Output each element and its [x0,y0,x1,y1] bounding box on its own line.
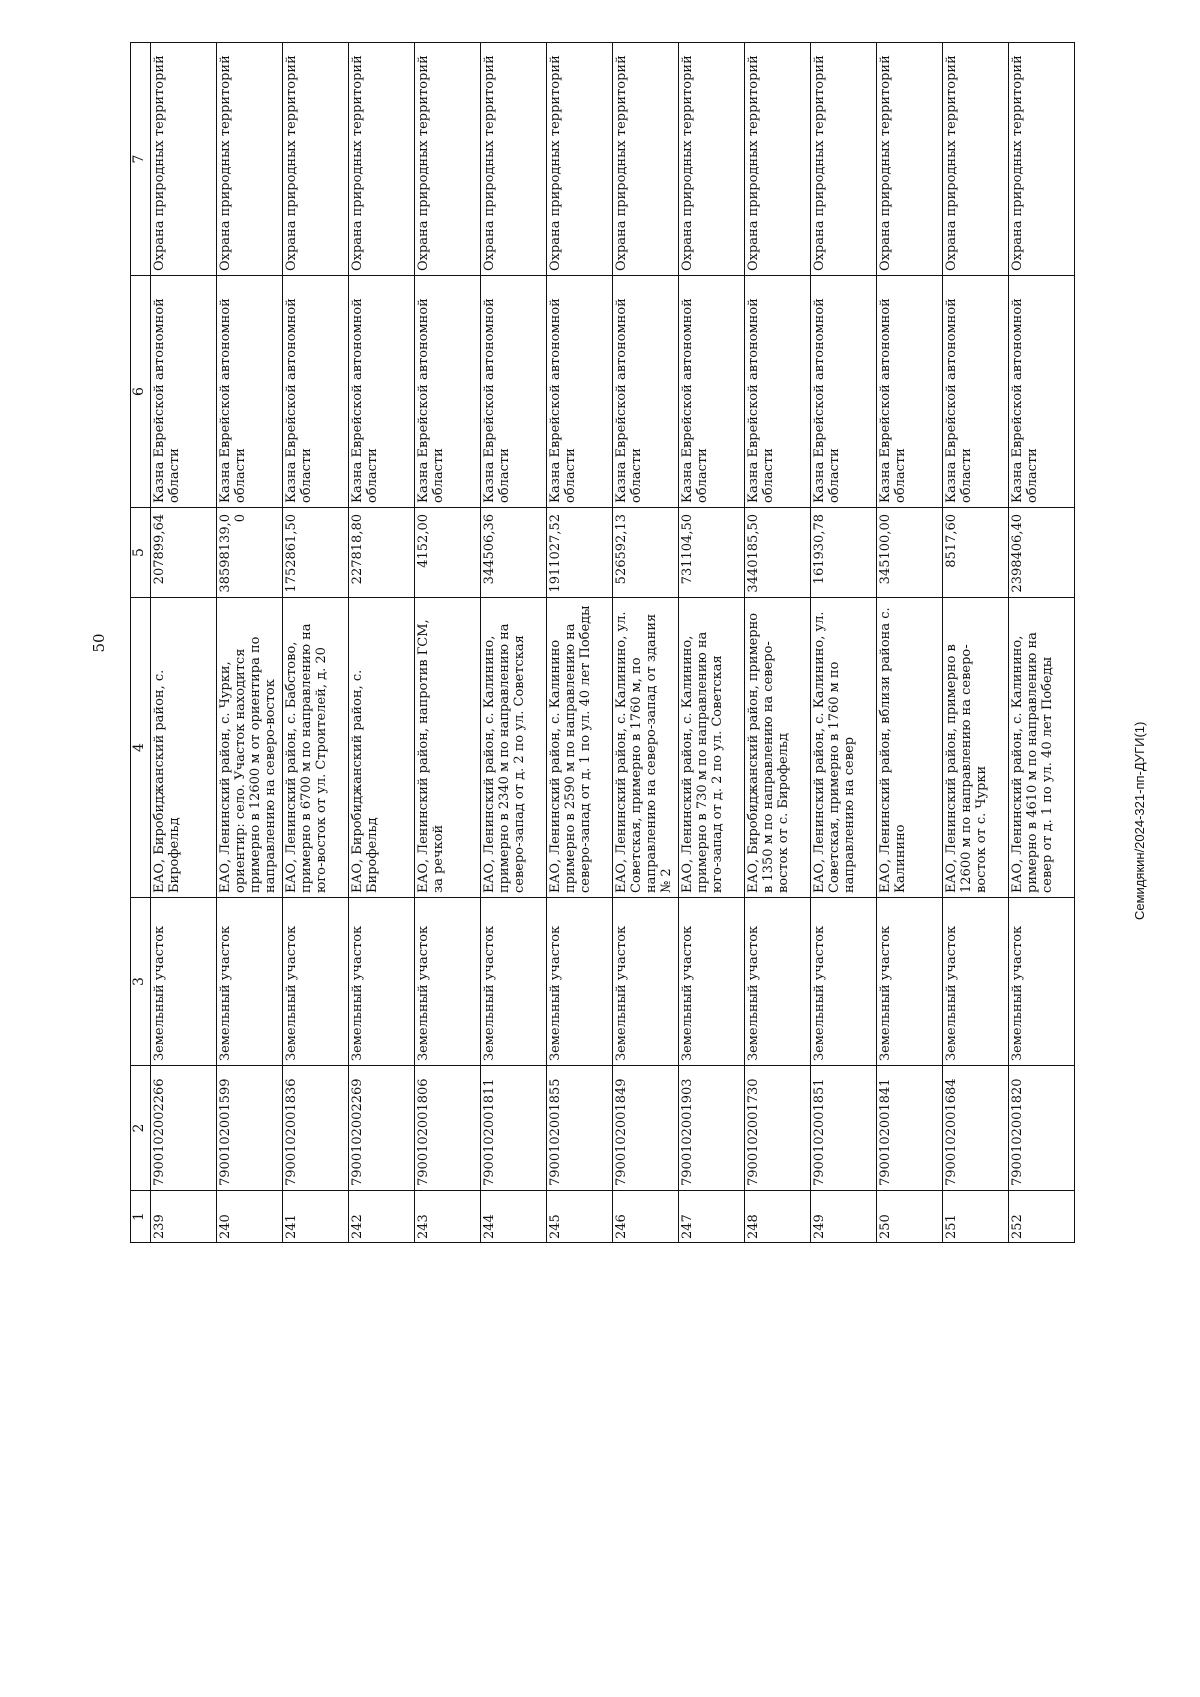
col-area: 526592,13 [613,508,679,598]
col-cadastral: 7900102001903 [679,1066,745,1191]
col-area: 731104,50 [679,508,745,598]
col-number: 250 [877,1191,943,1243]
col-type: Земельный участок [547,898,613,1066]
col-area: 161930,78 [811,508,877,598]
col-number: 245 [547,1191,613,1243]
col-purpose: Охрана природных территорий [481,43,547,276]
col-cadastral: 7900102001684 [943,1066,1009,1191]
col-address: ЕАО, Ленинский район, с. Калинино, примерно в 2340 м по направлению на северо-запад от д. 2 по ул. Советская [481,598,547,898]
col-owner: Казна Еврейской автономной области [943,276,1009,508]
col-type: Земельный участок [679,898,745,1066]
col-owner: Казна Еврейской автономной области [283,276,349,508]
table-row [283,43,349,1243]
col-number: 247 [679,1191,745,1243]
col-cadastral: 7900102002269 [349,1066,415,1191]
table-row [679,43,745,1243]
col-cadastral: 7900102001820 [1009,1066,1075,1191]
header-col-owner: 6 [131,276,151,508]
col-address: ЕАО, Биробиджанский район, примерно в 1350 м по направлению на северо-восток от с. Бирофельд [745,598,811,898]
table-row [217,43,283,1243]
col-owner: Казна Еврейской автономной области [415,276,481,508]
col-number: 244 [481,1191,547,1243]
col-type: Земельный участок [943,898,1009,1066]
col-purpose: Охрана природных территорий [283,43,349,276]
col-purpose: Охрана природных территорий [613,43,679,276]
property-table [130,42,1075,1243]
col-purpose: Охрана природных территорий [1009,43,1075,276]
col-number: 249 [811,1191,877,1243]
col-cadastral: 7900102001730 [745,1066,811,1191]
col-number: 252 [1009,1191,1075,1243]
col-purpose: Охрана природных территорий [547,43,613,276]
col-address: ЕАО, Ленинский район, с. Бабстово, примерно в 6700 м по направлению на юго-восток от ул. Строителей, д. 20 [283,598,349,898]
table-row [811,43,877,1243]
col-owner: Казна Еврейской автономной области [1009,276,1075,508]
col-number: 242 [349,1191,415,1243]
rotated-content [90,43,1070,1243]
table-row [415,43,481,1243]
col-area: 207899,64 [151,508,217,598]
col-cadastral: 7900102001811 [481,1066,547,1191]
col-type: Земельный участок [481,898,547,1066]
col-number: 241 [283,1191,349,1243]
col-purpose: Охрана природных территорий [151,43,217,276]
col-type: Земельный участок [811,898,877,1066]
col-cadastral: 7900102001599 [217,1066,283,1191]
table-row [1009,43,1075,1243]
col-cadastral: 7900102001841 [877,1066,943,1191]
col-number: 240 [217,1191,283,1243]
col-area: 1911027,52 [547,508,613,598]
footer-area [1132,420,1162,920]
col-type: Земельный участок [415,898,481,1066]
col-purpose: Охрана природных территорий [679,43,745,276]
col-cadastral: 7900102001855 [547,1066,613,1191]
col-cadastral: 7900102001849 [613,1066,679,1191]
col-purpose: Охрана природных территорий [811,43,877,276]
col-area: 227818,80 [349,508,415,598]
col-owner: Казна Еврейской автономной области [877,276,943,508]
col-address: ЕАО, Ленинский район, с. Чурки, ориентир: село. Участок находится примерно в 12600 м от ориентира по направлению на северо-восток [217,598,283,898]
header-col-area: 5 [131,508,151,598]
header-col-address: 4 [131,598,151,898]
col-type: Земельный участок [745,898,811,1066]
col-owner: Казна Еврейской автономной области [217,276,283,508]
col-address: ЕАО, Ленинский район, вблизи района с. Калинино [877,598,943,898]
col-number: 246 [613,1191,679,1243]
col-cadastral: 7900102001806 [415,1066,481,1191]
col-area: 344506,36 [481,508,547,598]
col-type: Земельный участок [151,898,217,1066]
col-owner: Казна Еврейской автономной области [613,276,679,508]
table-row [943,43,1009,1243]
col-purpose: Охрана природных территорий [745,43,811,276]
table-row [547,43,613,1243]
col-address: ЕАО, Ленинский район, с. Калинино, ул. Советская, примерно в 1760 м, по направлению на северо-запад от здания № 2 [613,598,679,898]
col-owner: Казна Еврейской автономной области [745,276,811,508]
col-number: 251 [943,1191,1009,1243]
col-area: 4152,00 [415,508,481,598]
col-type: Земельный участок [877,898,943,1066]
col-address: ЕАО, Ленинский район, с. Калинино примерно в 2590 м по направлению на северо-запад от д. 1 по ул. 40 лет Победы [547,598,613,898]
col-owner: Казна Еврейской автономной области [811,276,877,508]
col-address: ЕАО, Ленинский район, с. Калинино, римерно в 4610 м по направлению на север от д. 1 по ул. 40 лет Победы [1009,598,1075,898]
table-row [349,43,415,1243]
document-code: Семидякин/2024-321-пп-ДУГИ(1) [1132,721,1147,920]
header-col-purpose: 7 [131,43,151,276]
table-header-row [131,43,151,1243]
header-col-number: 1 [131,1191,151,1243]
col-owner: Казна Еврейской автономной области [151,276,217,508]
table-row [877,43,943,1243]
table-row [745,43,811,1243]
col-purpose: Охрана природных территорий [877,43,943,276]
col-owner: Казна Еврейской автономной области [481,276,547,508]
col-purpose: Охрана природных территорий [217,43,283,276]
col-purpose: Охрана природных территорий [943,43,1009,276]
col-purpose: Охрана природных территорий [349,43,415,276]
col-address: ЕАО, Ленинский район, с. Калинино, ул. Советская, примерно в 1760 м по направлению на север [811,598,877,898]
header-col-type: 3 [131,898,151,1066]
col-owner: Казна Еврейской автономной области [547,276,613,508]
col-number: 239 [151,1191,217,1243]
col-type: Земельный участок [217,898,283,1066]
col-address: ЕАО, Биробиджанский район, с. Бирофельд [349,598,415,898]
table-row [151,43,217,1243]
table-body [151,43,1075,1243]
col-address: ЕАО, Ленинский район, с. Калинино, примерно в 730 м по направлению на юго-запад от д. 2 по ул. Советская [679,598,745,898]
col-type: Земельный участок [283,898,349,1066]
header-col-cadastral: 2 [131,1066,151,1191]
col-area: 1752861,50 [283,508,349,598]
col-area: 2398406,40 [1009,508,1075,598]
col-type: Земельный участок [1009,898,1075,1066]
col-number: 243 [415,1191,481,1243]
col-purpose: Охрана природных территорий [415,43,481,276]
col-area: 8517,60 [943,508,1009,598]
col-address: ЕАО, Ленинский район, примерно в 12600 м по направлению на северо-восток от с. Чурки [943,598,1009,898]
table-row [613,43,679,1243]
col-address: ЕАО, Биробиджанский район, с. Бирофельд [151,598,217,898]
col-address: ЕАО, Ленинский район, напротив ГСМ, за речкой [415,598,481,898]
page-number: 50 [90,633,108,653]
col-number: 248 [745,1191,811,1243]
col-type: Земельный участок [613,898,679,1066]
col-owner: Казна Еврейской автономной области [349,276,415,508]
col-cadastral: 7900102002266 [151,1066,217,1191]
col-area: 345100,00 [877,508,943,598]
col-owner: Казна Еврейской автономной области [679,276,745,508]
col-cadastral: 7900102001851 [811,1066,877,1191]
col-area: 38598139,00 [217,508,283,598]
col-cadastral: 7900102001836 [283,1066,349,1191]
table-row [481,43,547,1243]
col-area: 3440185,50 [745,508,811,598]
col-type: Земельный участок [349,898,415,1066]
